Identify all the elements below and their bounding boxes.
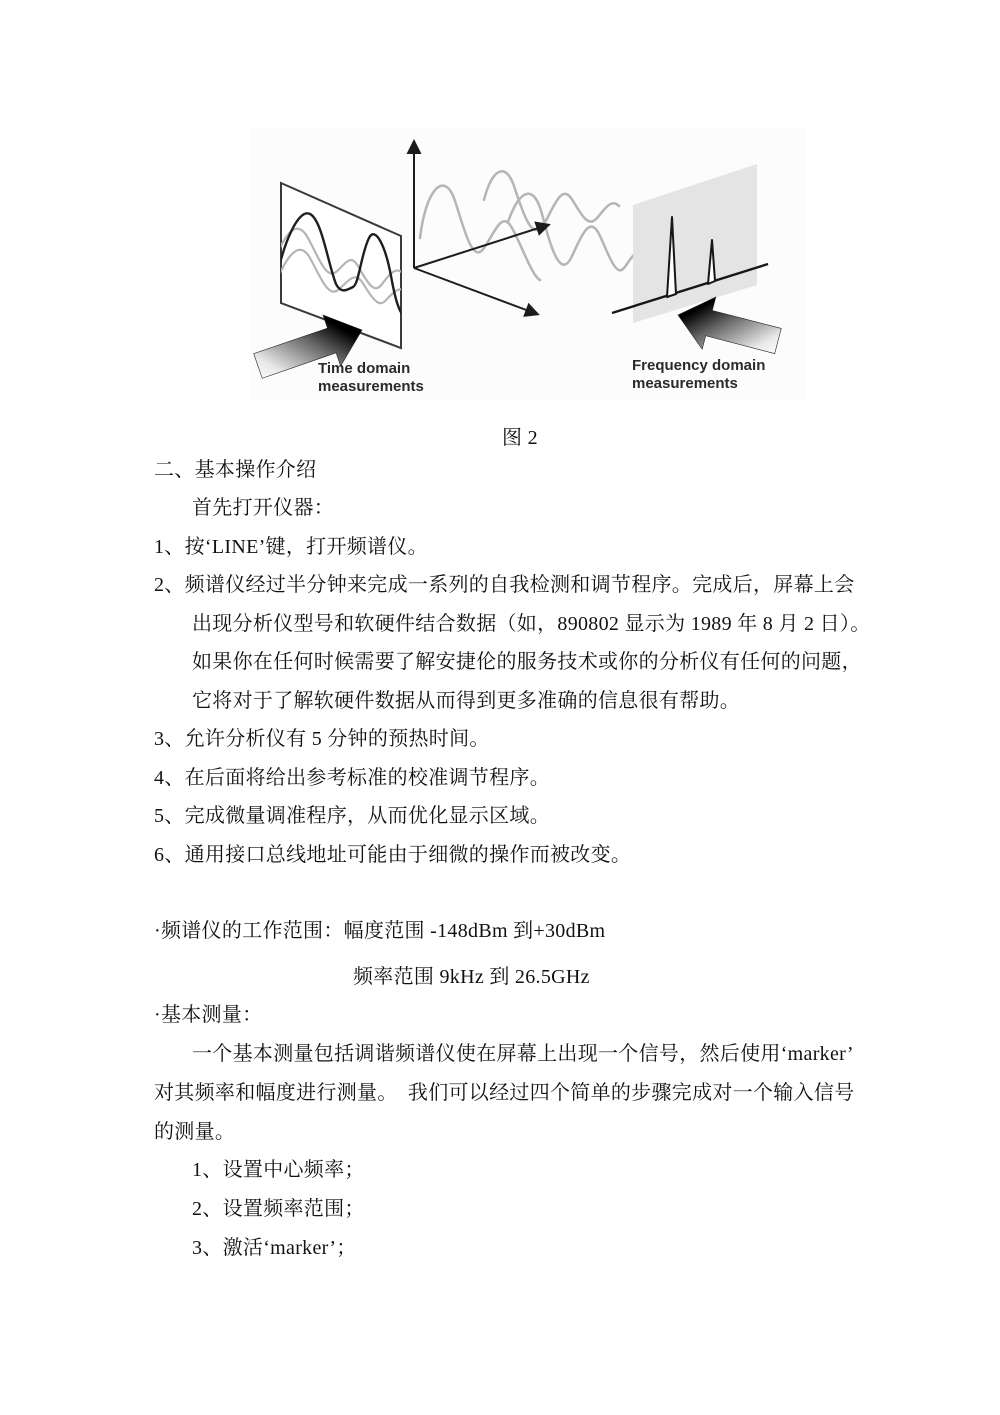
figure-caption: 图 2 <box>502 427 538 449</box>
time-domain-label-line1: Time domain <box>318 360 411 377</box>
frequency-domain-label-line1: Frequency domain <box>632 357 766 374</box>
paragraph-line: 的测量。 <box>154 1121 236 1143</box>
time-domain-label-line2: measurements <box>318 378 424 396</box>
substep-line: 1、设置中心频率； <box>192 1159 365 1181</box>
basic-measure-heading: ·基本测量： <box>154 1004 263 1026</box>
paragraph-line: 对其频率和幅度进行测量。 我们可以经过四个简单的步骤完成对一个输入信号 <box>154 1082 855 1104</box>
paragraph-line: 一个基本测量包括调谐频谱仪使在屏幕上出现一个信号，然后使用‘marker’ <box>192 1043 854 1065</box>
section-heading: 二、基本操作介绍 <box>154 459 317 481</box>
spec-frequency-line: 频率范围 9kHz 到 26.5GHz <box>353 966 590 988</box>
step-line-continued: 如果你在任何时候需要了解安捷伦的服务技术或你的分析仪有任何的问题， <box>192 651 862 673</box>
time-domain-label <box>318 360 424 397</box>
step-line: 1、按‘LINE’键，打开频谱仪。 <box>154 536 428 558</box>
frequency-domain-label-line2: measurements <box>632 375 738 393</box>
step-line: 6、通用接口总线地址可能由于细微的操作而被改变。 <box>154 844 632 866</box>
step-line: 2、频谱仪经过半分钟来完成一系列的自我检测和调节程序。完成后，屏幕上会 <box>154 574 855 596</box>
step-line-continued: 它将对于了解软硬件数据从而得到更多准确的信息很有帮助。 <box>192 690 741 712</box>
step-line: 5、完成微量调准程序，从而优化显示区域。 <box>154 805 550 827</box>
step-line-continued: 出现分析仪型号和软硬件结合数据（如，890802 显示为 1989 年 8 月 2 日）。 <box>192 613 871 635</box>
step-line: 3、允许分析仪有 5 分钟的预热时间。 <box>154 728 490 750</box>
frequency-domain-label <box>632 357 765 394</box>
substep-line: 3、激活‘marker’； <box>192 1237 357 1259</box>
substep-line: 2、设置频率范围； <box>192 1198 365 1220</box>
figure-spectrum-diagram <box>248 126 808 402</box>
spec-amplitude-line: ·频谱仪的工作范围：幅度范围 -148dBm 到+30dBm <box>154 920 606 942</box>
intro-line: 首先打开仪器： <box>192 497 335 519</box>
step-line: 4、在后面将给出参考标准的校准调节程序。 <box>154 767 550 789</box>
